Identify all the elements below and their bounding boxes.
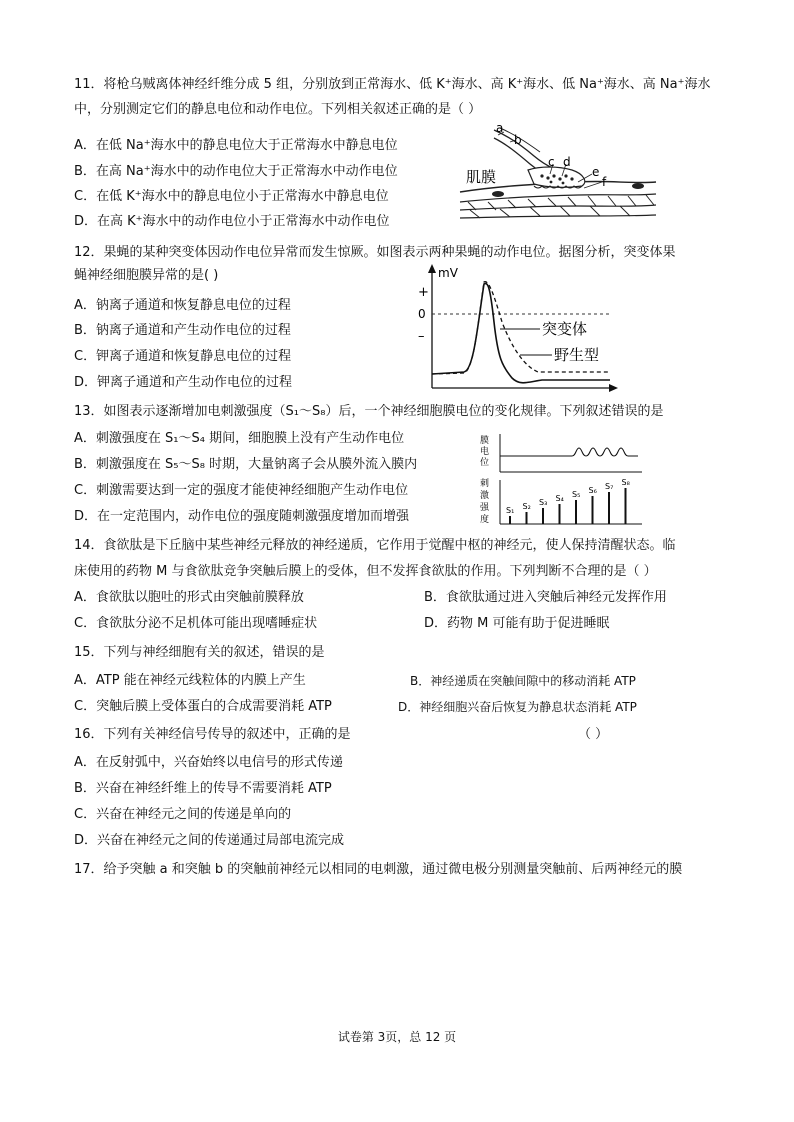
q12-stem-line1: 12．果蝇的某种突变体因动作电位异常而发生惊厥。如图表示两种果蝇的动作电位。据图分析，突变体果 (74, 245, 676, 260)
q11-option-c: C．在低 K⁺海水中的静息电位小于正常海水中静息电位 (74, 189, 389, 204)
q13-option-c: C．刺激需要达到一定的强度才能使神经细胞产生动作电位 (74, 483, 409, 498)
q13-bottom-axis-char-4: 度 (480, 515, 490, 525)
q14-stem-line2: 床使用的药物 M 与食欲肽竞争突触后膜上的受体，但不发挥食欲肽的作用。下列判断不合理的是（ ） (74, 564, 657, 579)
q11-option-d: D．在高 K⁺海水中的动作电位小于正常海水中动作电位 (74, 214, 390, 229)
q11-label-a: a (496, 122, 504, 135)
q11-option-a: A．在低 Na⁺海水中的静息电位大于正常海水中静息电位 (74, 138, 398, 153)
q13-option-b: B．刺激强度在 S₅～S₈ 时期，大量钠离子会从膜外流入膜内 (74, 457, 418, 472)
q12-y-unit: mV (438, 266, 458, 280)
q13-top-axis-char-3: 位 (480, 458, 490, 468)
q11-stem-line1: 11．将枪乌贼离体神经纤维分成 5 组，分别放到正常海水、低 K⁺海水、高 K⁺海水、低 Na⁺海水、高 Na⁺海水 (74, 77, 711, 92)
q13-stem-line1: 13．如图表示逐渐增加电刺激强度（S₁～S₈）后，一个神经细胞膜电位的变化规律。下列叙述错误的是 (74, 404, 664, 419)
q13-stimulus-label: S₁ (506, 506, 515, 515)
page-footer: 试卷第 3页，总 12 页 (337, 1030, 457, 1044)
q13-membrane-potential-trace (500, 448, 638, 456)
q14-option-b: B．食欲肽通过进入突触后神经元发挥作用 (424, 590, 667, 605)
q13-stimulus-label: S₂ (522, 502, 531, 511)
q13-stimulus-label: S₅ (572, 490, 581, 499)
q15-stem-line1: 15．下列与神经细胞有关的叙述，错误的是 (74, 645, 325, 660)
q15-option-b: B．神经递质在突触间隙中的移动消耗 ATP (410, 674, 636, 688)
q13-bottom-axis-char-1: 刺 (480, 479, 490, 489)
q13-top-axis-char-1: 膜 (480, 436, 490, 446)
q13-option-d: D．在一定范围内，动作电位的强度随刺激强度增加而增强 (74, 509, 410, 524)
q11-label-f: f (602, 175, 607, 189)
q13-bottom-axis-char-3: 强 (480, 503, 490, 513)
q16-stem-line1: 16．下列有关神经信号传导的叙述中，正确的是 (74, 727, 351, 742)
q12-action-potential-chart (412, 262, 618, 394)
q12-option-b: B．钠离子通道和产生动作电位的过程 (74, 323, 291, 338)
q12-mutant-label: 突变体 (542, 320, 588, 338)
q15-option-d: D．神经细胞兴奋后恢复为静息状态消耗 ATP (398, 700, 637, 714)
q13-stimulus-label: S₆ (588, 486, 597, 495)
q12-plus-sign: + (418, 285, 429, 300)
q11-stem-line2: 中，分别测定它们的静息电位和动作电位。下列相关叙述正确的是（ ） (74, 102, 482, 117)
q11-label-b: b (514, 133, 522, 147)
q13-top-axis-char-2: 电 (480, 447, 490, 457)
q14-stem-line1: 14．食欲肽是下丘脑中某些神经元释放的神经递质，它作用于觉醒中枢的神经元，使人保持清醒状态。临 (74, 538, 676, 553)
q12-minus-sign: – (418, 329, 425, 344)
q12-option-d: D．钾离子通道和产生动作电位的过程 (74, 375, 293, 390)
q11-neuromuscular-junction-figure (458, 122, 658, 226)
q12-stem-line2: 蝇神经细胞膜异常的是( ) (74, 268, 219, 283)
q16-answer-bracket: （ ） (578, 727, 609, 742)
q12-option-c: C．钾离子通道和恢复静息电位的过程 (74, 349, 292, 364)
q13-bottom-axis-char-2: 激 (480, 491, 490, 501)
q13-stimulus-label: S₄ (555, 494, 564, 503)
q15-option-a: A．ATP 能在神经元线粒体的内膜上产生 (74, 673, 306, 688)
q16-option-d: D．兴奋在神经元之间的传递通过局部电流完成 (74, 833, 345, 848)
q16-option-c: C．兴奋在神经元之间的传递是单向的 (74, 807, 292, 822)
q13-stimulus-label: S₈ (621, 478, 630, 487)
q11-muscle-membrane-label: 肌膜 (466, 168, 497, 186)
q11-label-d: d (563, 155, 571, 169)
q17-stem-line1: 17．给予突触 a 和突触 b 的突触前神经元以相同的电刺激，通过微电极分别测量突触前、后两神经元的膜 (74, 862, 683, 877)
q12-option-a: A．钠离子通道和恢复静息电位的过程 (74, 298, 291, 313)
q11-option-b: B．在高 Na⁺海水中的动作电位大于正常海水中动作电位 (74, 164, 398, 179)
q15-option-c: C．突触后膜上受体蛋白的合成需要消耗 ATP (74, 699, 332, 714)
q13-stimulus-label: S₇ (605, 482, 614, 491)
q16-option-a: A．在反射弧中，兴奋始终以电信号的形式传递 (74, 755, 343, 770)
q11-label-e: e (592, 165, 600, 179)
q11-label-c: c (548, 155, 555, 169)
q13-stimulus-figure (478, 430, 646, 530)
q14-option-d: D．药物 M 可能有助于促进睡眠 (424, 616, 610, 631)
q12-zero-label: 0 (418, 307, 426, 321)
q14-option-a: A．食欲肽以胞吐的形式由突触前膜释放 (74, 590, 304, 605)
q14-option-c: C．食欲肽分泌不足机体可能出现嗜睡症状 (74, 616, 318, 631)
q13-option-a: A．刺激强度在 S₁～S₄ 期间，细胞膜上没有产生动作电位 (74, 431, 405, 446)
q13-stimulus-label: S₃ (539, 498, 548, 507)
q12-wild-type-label: 野生型 (554, 346, 600, 364)
q16-option-b: B．兴奋在神经纤维上的传导不需要消耗 ATP (74, 781, 332, 796)
